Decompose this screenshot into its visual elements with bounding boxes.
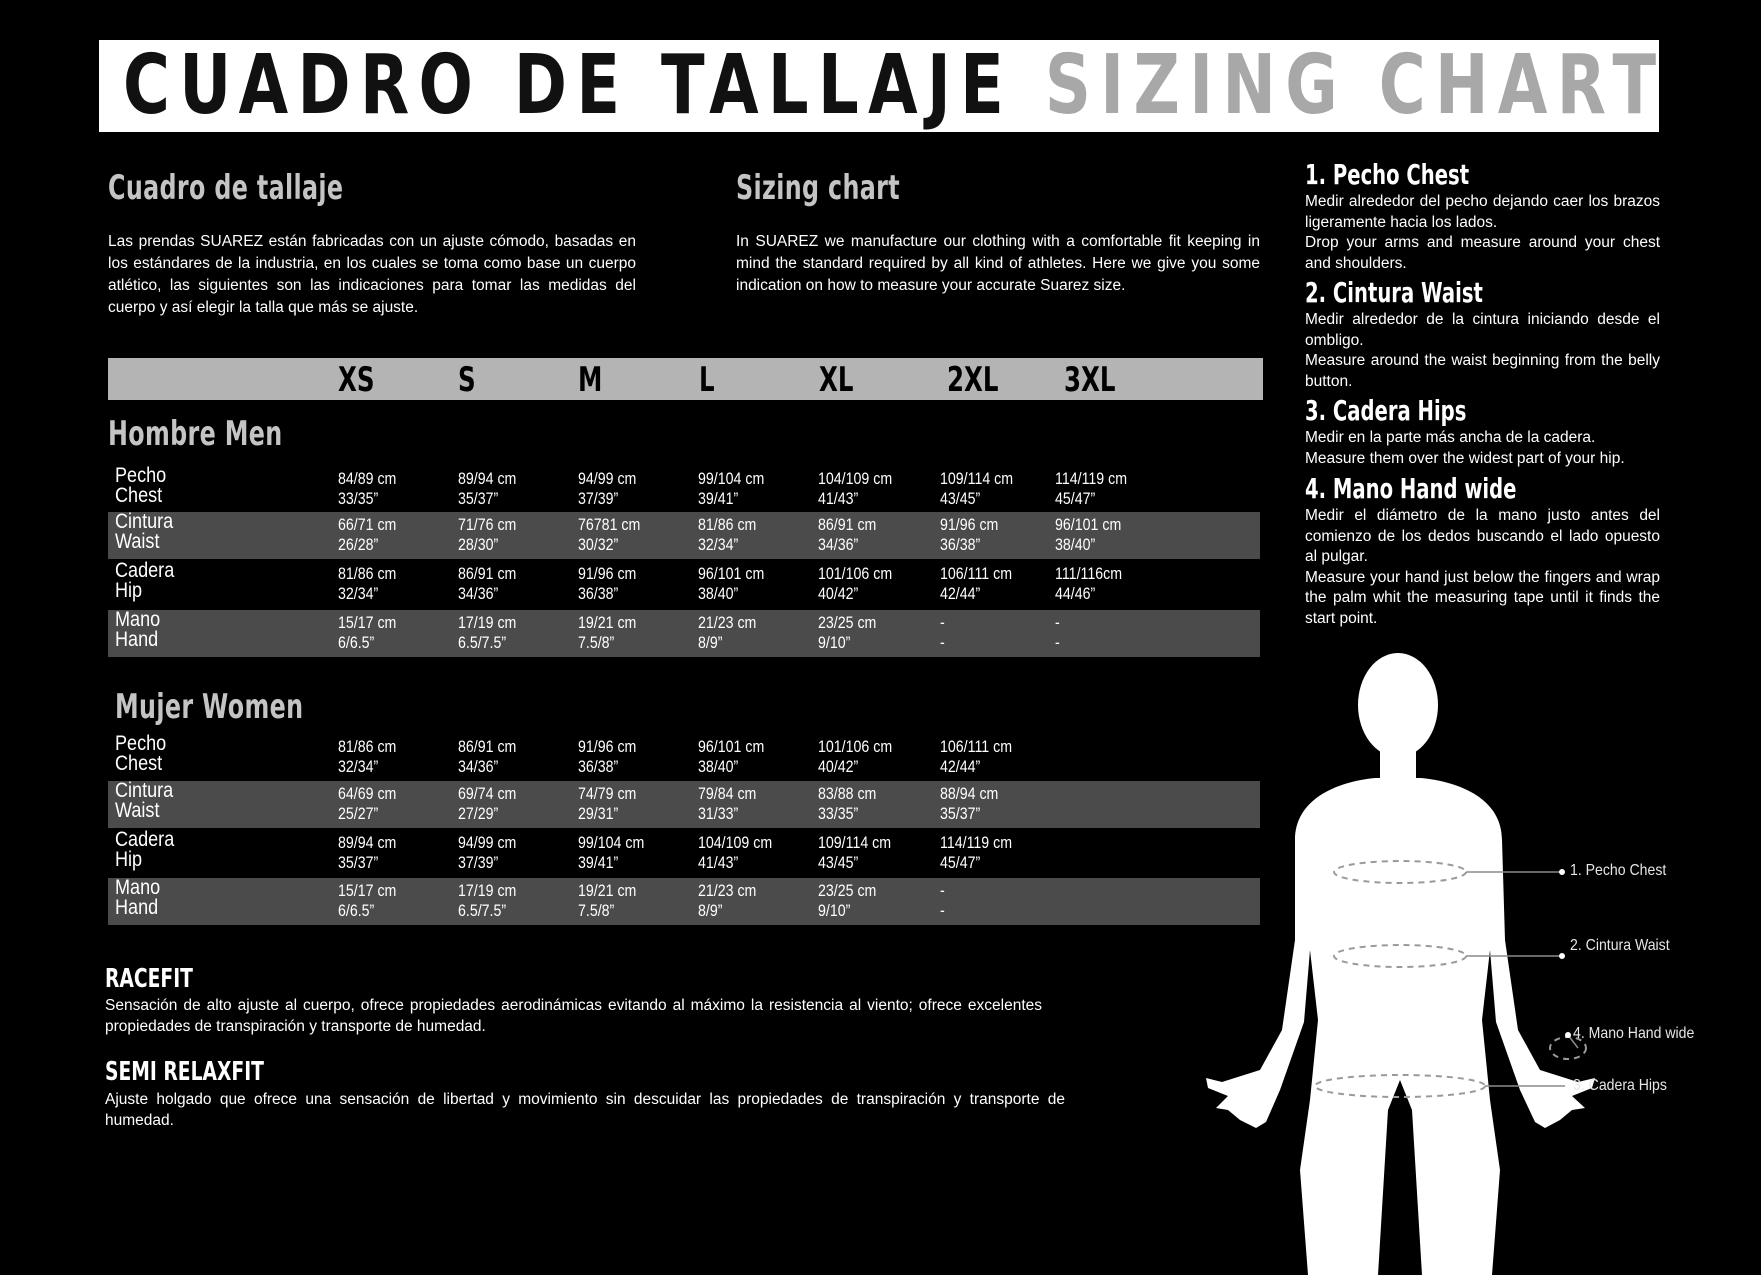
table-cell: 114/119 cm 45/47” <box>1055 470 1128 508</box>
table-cell: 96/101 cm 38/40” <box>698 738 765 776</box>
table-cell: 64/69 cm 25/27” <box>338 785 397 823</box>
howto-waist-title: 2. Cintura Waist <box>1305 276 1483 309</box>
table-cell: 96/101 cm 38/40” <box>698 565 765 603</box>
title-spanish: CUADRO DE TALLAJE <box>123 38 1014 133</box>
table-cell: - - <box>940 882 945 920</box>
intro-es-heading: Cuadro de tallaje <box>108 168 344 208</box>
table-cell: 66/71 cm 26/28” <box>338 516 397 554</box>
men-row-waist <box>108 512 1260 559</box>
size-xs: XS <box>338 360 375 400</box>
callout-waist: 2. Cintura Waist <box>1570 937 1670 954</box>
table-cell: 101/106 cm 40/42” <box>818 738 893 776</box>
row-label: Cintura Waist <box>115 779 174 822</box>
table-cell: 84/89 cm 33/35” <box>338 470 397 508</box>
table-cell: 81/86 cm 32/34” <box>338 565 397 603</box>
table-cell: 106/111 cm 42/44” <box>940 565 1013 603</box>
table-cell: 104/109 cm 41/43” <box>698 834 773 872</box>
table-cell: 23/25 cm 9/10” <box>818 614 877 652</box>
howto-hand-text: Medir el diámetro de la mano justo antes del comienzo de los dedos buscando el lado opuesto al pulgar. Measure your hand just below the fingers and wrap the palm whit the measuring tape until it finds the start point. <box>1305 507 1660 627</box>
callout-hips: 3. Cadera Hips <box>1573 1077 1667 1094</box>
men-row-hand <box>108 610 1260 657</box>
table-cell: 69/74 cm 27/29” <box>458 785 517 823</box>
racefit-heading: RACEFIT <box>105 964 193 994</box>
table-cell: - - <box>1055 614 1060 652</box>
table-cell: 109/114 cm 43/45” <box>818 834 892 872</box>
racefit-text: Sensación de alto ajuste al cuerpo, ofrece propiedades aerodinámicas evitando al máximo la resistencia al viento; ofrece excelentes propiedades de transpiración y transporte de humedad. <box>105 997 1042 1035</box>
size-xl: XL <box>819 360 854 400</box>
intro-en-heading: Sizing chart <box>736 168 901 208</box>
table-cell: 17/19 cm 6.5/7.5” <box>458 882 517 920</box>
intro-en-text: In SUAREZ we manufacture our clothing with a comfortable fit keeping in mind the standard required by all kind of athletes. Here we give you some indication on how to measure your accurate Suarez size. <box>736 233 1260 294</box>
table-cell: 19/21 cm 7.5/8” <box>578 882 637 920</box>
table-cell: 104/109 cm 41/43” <box>818 470 893 508</box>
table-cell: 88/94 cm 35/37” <box>940 785 999 823</box>
table-cell: 94/99 cm 37/39” <box>458 834 517 872</box>
title-banner <box>99 38 1666 133</box>
size-l: L <box>699 360 715 400</box>
table-cell: 15/17 cm 6/6.5” <box>338 614 397 652</box>
howto-hips-text: Medir en la parte más ancha de la cadera. Measure them over the widest part of your hip. <box>1305 429 1625 467</box>
men-heading: Hombre Men <box>108 414 283 454</box>
howto-hand-title: 4. Mano Hand wide <box>1305 472 1517 505</box>
howto-hips-title: 3. Cadera Hips <box>1305 394 1467 427</box>
women-row-hand <box>108 878 1260 925</box>
size-2xl: 2XL <box>947 360 999 400</box>
table-cell: 83/88 cm 33/35” <box>818 785 877 823</box>
table-cell: 99/104 cm 39/41” <box>698 470 765 508</box>
howto-chest-text: Medir alrededor del pecho dejando caer los brazos ligeramente hacia los lados. Drop your arms and measure around your chest and shoulders. <box>1305 193 1660 272</box>
pointer-dots <box>1559 869 1571 1089</box>
table-cell: 114/119 cm 45/47” <box>940 834 1013 872</box>
women-row-chest <box>108 734 1260 781</box>
table-cell: 86/91 cm 34/36” <box>458 738 517 776</box>
table-cell: 86/91 cm 34/36” <box>818 516 877 554</box>
semirelaxfit-text: Ajuste holgado que ofrece una sensación de libertad y movimiento sin descuidar las propiedades de transpiración y transporte de humedad. <box>105 1091 1065 1129</box>
women-row-waist <box>108 781 1260 828</box>
row-label: Cadera Hip <box>115 828 175 871</box>
row-label: Mano Hand <box>115 876 161 919</box>
table-cell: 79/84 cm 31/33” <box>698 785 757 823</box>
table-cell: 99/104 cm 39/41” <box>578 834 645 872</box>
women-row-hip <box>108 830 1260 877</box>
body-silhouette-figure <box>1200 650 1630 1275</box>
intro-es-text: Las prendas SUAREZ están fabricadas con un ajuste cómodo, basadas en los estándares de la industria, en los cuales se toma como base un cuerpo atlético, las siguientes son las indicaciones para tomar las medidas del cuerpo y así elegir la talla que más se ajuste. <box>108 233 636 316</box>
semirelaxfit-heading: SEMI RELAXFIT <box>105 1057 264 1087</box>
row-label: Pecho Chest <box>115 732 167 775</box>
size-m: M <box>578 360 603 400</box>
table-cell: 21/23 cm 8/9” <box>698 882 757 920</box>
table-cell: 89/94 cm 35/37” <box>458 470 517 508</box>
row-label: Cadera Hip <box>115 559 175 602</box>
table-cell: 94/99 cm 37/39” <box>578 470 637 508</box>
row-label: Cintura Waist <box>115 510 174 553</box>
size-header-bar <box>108 358 1263 400</box>
table-cell: 19/21 cm 7.5/8” <box>578 614 637 652</box>
table-cell: - - <box>940 614 945 652</box>
table-cell: 91/96 cm 36/38” <box>578 738 637 776</box>
table-cell: 91/96 cm 36/38” <box>578 565 637 603</box>
table-cell: 91/96 cm 36/38” <box>940 516 999 554</box>
row-label: Pecho Chest <box>115 464 167 507</box>
table-cell: 89/94 cm 35/37” <box>338 834 397 872</box>
table-cell: 101/106 cm 40/42” <box>818 565 893 603</box>
howto-waist-text: Medir alrededor de la cintura iniciando desde el ombligo. Measure around the waist beginning from the belly button. <box>1305 311 1660 390</box>
page-title <box>123 38 1666 133</box>
size-3xl: 3XL <box>1064 360 1116 400</box>
row-label: Mano Hand <box>115 608 161 651</box>
table-cell: 74/79 cm 29/31” <box>578 785 637 823</box>
callout-hand: 4. Mano Hand wide <box>1573 1025 1695 1042</box>
men-row-chest <box>108 466 1260 513</box>
table-cell: 23/25 cm 9/10” <box>818 882 877 920</box>
table-cell: 109/114 cm 43/45” <box>940 470 1014 508</box>
table-cell: 71/76 cm 28/30” <box>458 516 517 554</box>
callout-chest: 1. Pecho Chest <box>1570 862 1667 879</box>
men-row-hip <box>108 561 1260 608</box>
table-cell: 21/23 cm 8/9” <box>698 614 757 652</box>
women-heading: Mujer Women <box>115 687 304 727</box>
howto-chest-title: 1. Pecho Chest <box>1305 158 1470 191</box>
size-s: S <box>458 360 476 400</box>
table-cell: 15/17 cm 6/6.5” <box>338 882 397 920</box>
table-cell: 86/91 cm 34/36” <box>458 565 517 603</box>
table-cell: 81/86 cm 32/34” <box>338 738 397 776</box>
table-cell: 76781 cm 30/32” <box>578 516 641 554</box>
table-cell: 111/116cm 44/46” <box>1055 565 1123 603</box>
table-cell: 96/101 cm 38/40” <box>1055 516 1122 554</box>
table-cell: 81/86 cm 32/34” <box>698 516 757 554</box>
title-english: SIZING CHART <box>1044 38 1666 133</box>
table-cell: 106/111 cm 42/44” <box>940 738 1013 776</box>
table-cell: 17/19 cm 6.5/7.5” <box>458 614 517 652</box>
body-silhouette-icon <box>1206 653 1595 1275</box>
